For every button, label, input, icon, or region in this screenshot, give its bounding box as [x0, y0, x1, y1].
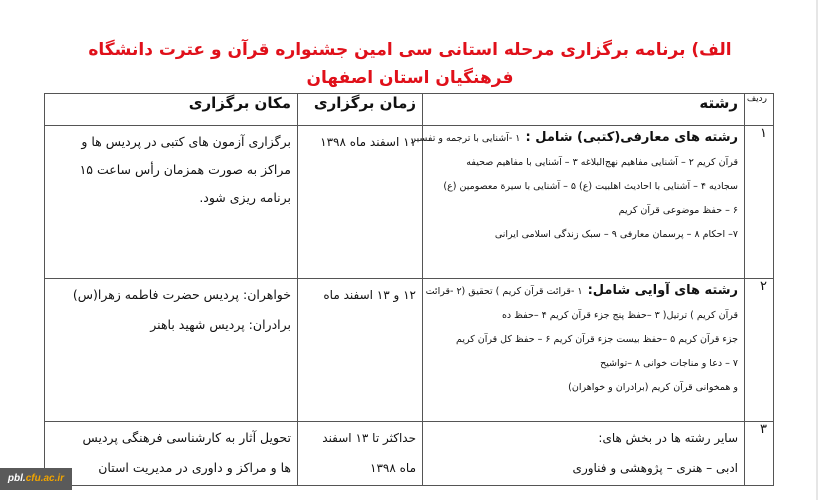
field-item: و همخوانی قرآن کریم (برادران و خواهران) — [568, 382, 738, 393]
place-text: تحویل آثار به کارشناسی فرهنگی پردیس — [82, 430, 291, 445]
field-item: ۱ -قرائت قرآن کریم ) تحقیق (۲ -قرائت — [425, 286, 583, 297]
row-number: ۳ — [745, 422, 774, 486]
field-item: قرآن کریم ۲ – آشنایی مفاهیم نهج‌البلاغه ۳ – آشنایی با مفاهیم صحیفه — [466, 157, 738, 168]
header-time: زمان برگزاری — [298, 94, 423, 126]
row-number: ۱ — [745, 126, 774, 279]
schedule-table — [44, 93, 774, 486]
field-cell — [423, 279, 745, 422]
field-cell — [411, 126, 745, 279]
field-item: ۷– احکام ۸ – پرسمان معارفی ۹ – سبک زندگی اسلامی ایرانی — [494, 229, 738, 240]
header-row-number: ردیف — [745, 94, 774, 126]
watermark-domain: cfu.ac.ir — [25, 473, 65, 484]
time-cell — [298, 422, 423, 486]
table-header-row — [45, 94, 774, 126]
place-cell — [45, 279, 298, 422]
field-item: ۱ -آشنایی با ترجمه و تفسیر — [411, 133, 521, 144]
place-cell — [45, 126, 298, 279]
time-text: ۱۲ و ۱۳ اسفند ماه — [323, 288, 416, 302]
watermark-prefix: pbl. — [7, 473, 26, 484]
field-item: جزء قرآن کریم ۵ –حفظ بیست جزء قرآن کریم ۶ – حفظ کل قرآن کریم — [456, 334, 738, 345]
place-text: خواهران: پردیس حضرت فاطمه زهرا(س) — [72, 287, 291, 302]
time-cell — [298, 126, 423, 279]
table-row — [45, 279, 774, 422]
document-title: الف) برنامه برگزاری مرحله استانی سی امین جشنواره قرآن و عترت دانشگاه فرهنگیان استان اصفهان — [88, 40, 732, 88]
field-item: قرآن کریم ) ترتیل( ۳ –حفظ پنج جزء قرآن کریم ۴ –حفظ ده — [501, 310, 738, 321]
table-row — [45, 422, 774, 486]
field-item: سجادیه ۴ – آشنایی با احادیث اهلبیت (ع) ۵ – آشنایی با سیرة معصومین (ع) — [443, 181, 738, 192]
field-heading: رشته های آوایی شامل: — [587, 283, 738, 298]
place-cell — [45, 422, 298, 486]
place-text: برگزاری آزمون های کتبی در پردیس ها و مراکز به صورت همزمان رأس ساعت ۱۵ برنامه ریزی شود. — [79, 134, 291, 205]
field-item: ادبی – هنری – پژوهشی و فناوری — [572, 461, 738, 475]
row-number: ۲ — [745, 279, 774, 422]
field-cell — [423, 422, 745, 486]
time-cell — [298, 279, 423, 422]
field-item: سایر رشته ها در بخش های: — [598, 431, 738, 445]
time-text: ماه ۱۳۹۸ — [370, 461, 416, 475]
field-item: ۷ – دعا و مناجات خوانی ۸ –تواشیح — [600, 358, 738, 369]
header-field: رشته — [423, 94, 745, 126]
time-text: ۱۱ اسفند ماه ۱۳۹۸ — [320, 135, 416, 149]
table-row — [45, 126, 774, 279]
header-place: مکان برگزاری — [45, 94, 298, 126]
place-text: برادران: پردیس شهید باهنر — [150, 317, 291, 332]
time-text: حداکثر تا ۱۳ اسفند — [322, 431, 416, 445]
place-text: ها و مراکز و داوری در مدیریت استان — [98, 460, 291, 475]
field-heading: رشته های معارفی(کتبی) شامل : — [525, 130, 738, 145]
field-item: ۶ – حفظ موضوعی قرآن کریم — [618, 205, 738, 216]
watermark-badge — [0, 468, 72, 490]
